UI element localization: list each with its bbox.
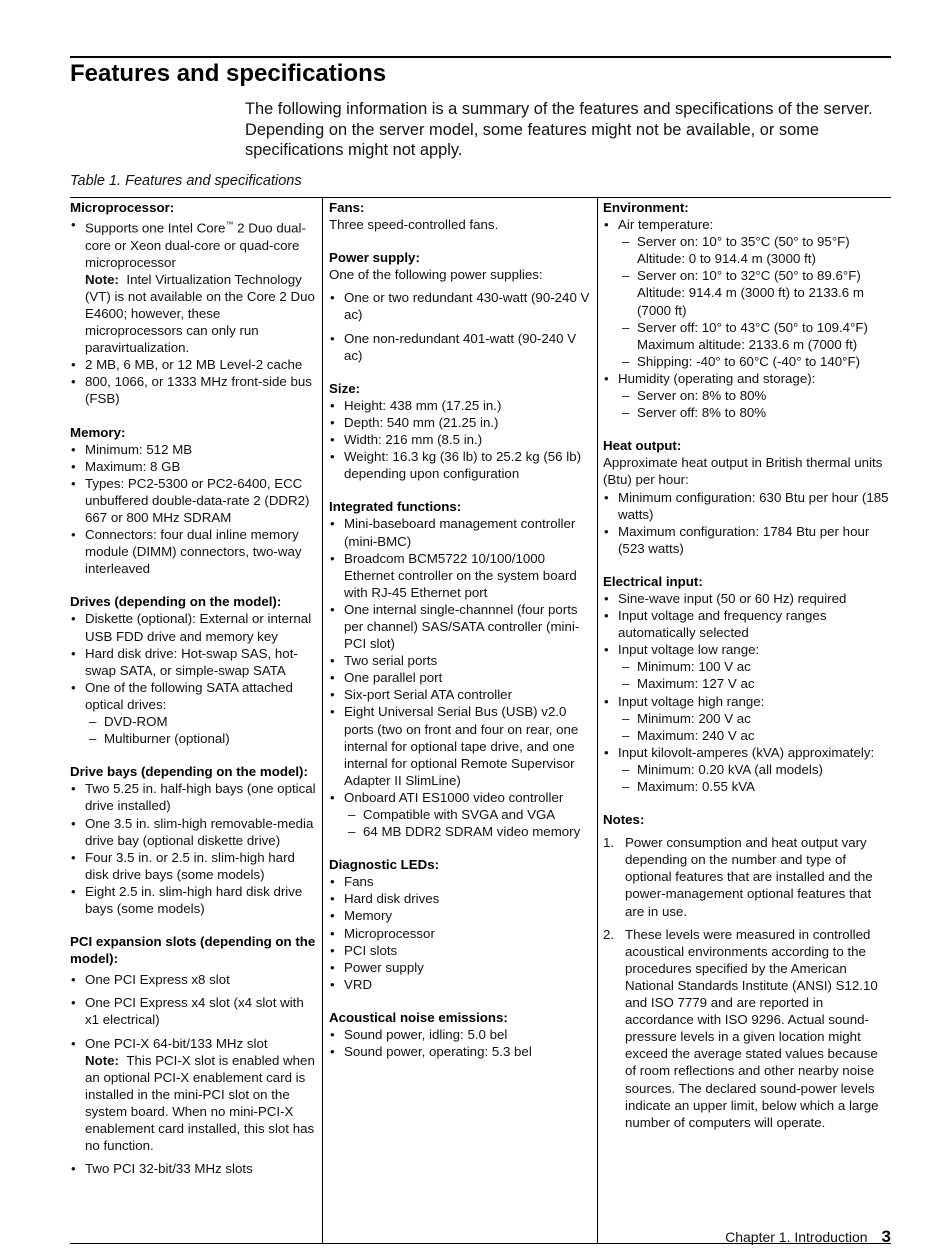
item-text: Supports one Intel Core [85,220,226,236]
list-item [70,679,320,747]
item-text: One PCI-X 64-bit/133 MHz slot [85,1035,268,1051]
list-item: • Mini-baseboard management controller (mini-BMC) [329,515,593,549]
sub-item: – Server on: 10° to 35°C (50° to 95°F) Altitude: 0 to 914.4 m (3000 ft) [618,233,891,267]
list-item: • Weight: 16.3 kg (36 lb) to 25.2 kg (56 lb) depending upon configuration [329,448,593,482]
sub-item: – Compatible with SVGA and VGA [344,806,593,823]
sub-item: – Minimum: 200 V ac [618,710,891,727]
sub-item: – 64 MB DDR2 SDRAM video memory [344,823,593,840]
list-item: • Width: 216 mm (8.5 in.) [329,431,593,448]
notes-section [603,811,891,1131]
section-heading: Diagnostic LEDs: [329,857,440,873]
section-heading: Memory: [70,424,126,440]
sub-item: – Maximum: 0.55 kVA [618,778,891,795]
diagnostic-leds-section [329,856,593,993]
list-item: • Sine-wave input (50 or 60 Hz) required [603,590,891,607]
list-item: • One or two redundant 430-watt (90-240 V ac) [329,289,593,323]
list-item: • 2 MB, 6 MB, or 12 MB Level-2 cache [70,356,320,373]
sub-item: – Multiburner (optional) [85,730,320,747]
sub-item: – Server off: 8% to 80% [618,404,891,421]
item-text: Air temperature: [618,217,714,233]
section-heading: Fans: [329,200,365,215]
list-item: • Input voltage and frequency ranges automatically selected [603,607,891,641]
item-text: 2 Duo dual-core or Xeon dual-core or quad-core microprocessor [85,220,306,270]
list-item: • Sound power, idling: 5.0 bel [329,1026,593,1043]
acoustical-noise-section [329,1009,593,1060]
list-item: • Depth: 540 mm (21.25 in.) [329,414,593,431]
sub-item: – Maximum: 127 V ac [618,675,891,692]
list-item: • Memory [329,907,593,924]
column-divider-1 [322,197,323,1244]
page-footer [725,1227,891,1247]
table-caption: Table 1. Features and specifications [70,173,302,189]
list-item: • One internal single-channnel (four ports per channel) SAS/SATA controller (mini-PCI slot) [329,601,593,652]
item-text: Humidity (operating and storage): [618,370,816,386]
list-item: • Six-port Serial ATA controller [329,686,593,703]
drive-bays-section [70,763,320,917]
list-item: • Eight 2.5 in. slim-high hard disk drive bays (some models) [70,883,320,917]
list-item [329,789,593,840]
list-item: • VRD [329,976,593,993]
size-section [329,380,593,483]
section-heading: Microprocessor: [70,200,175,215]
trademark-mark: ™ [225,220,234,230]
list-item: • Height: 438 mm (17.25 in.) [329,397,593,414]
sub-item: – Server on: 10° to 32°C (50° to 89.6°F) Altitude: 914.4 m (3000 ft) to 2133.6 m (7000 ft) [618,267,891,318]
sub-item: – Server on: 8% to 80% [618,387,891,404]
sub-item: – DVD-ROM [85,713,320,730]
list-item [603,641,891,692]
section-text: Approximate heat output in British thermal units (Btu) per hour: [603,455,883,488]
top-rule [70,56,891,58]
list-item [70,1035,320,1155]
list-item: • PCI slots [329,942,593,959]
list-item: • Minimum: 512 MB [70,441,320,458]
page-title: Features and specifications [70,60,387,87]
list-item [603,216,891,370]
note-text: This PCI-X slot is enabled when an optional PCI-X enablement card is installed in the mini-PCI slot on the system board. When no mini-PCI-X enablement card installed, this slot has no function. [85,1052,315,1154]
drives-section [70,593,320,747]
section-heading: Size: [329,380,361,396]
column-divider-2 [597,197,598,1244]
note-item [603,834,891,919]
list-item: • Minimum configuration: 630 Btu per hour (185 watts) [603,489,891,523]
list-item: • Two serial ports [329,652,593,669]
list-item: • One parallel port [329,669,593,686]
sub-item: – Minimum: 0.20 kVA (all models) [618,761,891,778]
list-item: • One PCI Express x8 slot [70,971,320,988]
list-item: • Two PCI 32-bit/33 MHz slots [70,1160,320,1177]
item-text: Onboard ATI ES1000 video controller [344,789,564,805]
item-text: Input voltage high range: [618,693,765,709]
list-item: • Broadcom BCM5722 10/100/1000 Ethernet controller on the system board with RJ-45 Ethernet port [329,550,593,601]
electrical-input-section [603,573,891,795]
list-item [603,693,891,744]
microprocessor-section [70,199,320,408]
sub-item: – Maximum: 240 V ac [618,727,891,744]
sub-item: – Minimum: 100 V ac [618,658,891,675]
list-item: • Sound power, operating: 5.3 bel [329,1043,593,1060]
section-heading: PCI expansion slots (depending on the model): [70,934,316,967]
integrated-functions-section [329,498,593,840]
list-item [603,370,891,421]
note-text: These levels were measured in controlled acoustical environments according to the procedures specified by the American National Standards Institute (ANSI) S12.10 and ISO 7779 and are reported in accordance with ISO 9296. Actual sound-pressure levels in a given location might exceed the average stated values because of room reflections and other nearby noise sources. The declared sound-power levels indicate an upper limit, below which a large number of computers will operate. [625,926,879,1130]
item-text: Input kilovolt-amperes (kVA) approximately: [618,744,875,760]
list-item [70,216,320,356]
column-2 [329,199,593,1076]
heat-output-section [603,437,891,557]
note [85,271,320,356]
list-item: • One 3.5 in. slim-high removable-media drive bay (optional diskette drive) [70,815,320,849]
item-text: One of the following SATA attached optical drives: [85,679,293,712]
section-heading: Heat output: [603,438,682,454]
section-heading: Electrical input: [603,573,703,589]
list-item [603,744,891,795]
note-label: Note: [85,1052,119,1068]
power-supply-section [329,249,593,364]
section-text: One of the following power supplies: [329,267,543,283]
list-item: • Power supply [329,959,593,976]
list-item: • Four 3.5 in. or 2.5 in. slim-high hard disk drive bays (some models) [70,849,320,883]
environment-section [603,199,891,421]
list-item: • Types: PC2-5300 or PC2-6400, ECC unbuffered double-data-rate 2 (DDR2) 667 or 800 MHz SDRAM [70,475,320,526]
list-item: • Maximum configuration: 1784 Btu per hour (523 watts) [603,523,891,557]
item-text: Input voltage low range: [618,642,760,658]
fans-section [329,199,593,233]
page-number: 3 [881,1227,891,1246]
list-item: • Diskette (optional): External or internal USB FDD drive and memory key [70,610,320,644]
section-heading: Drive bays (depending on the model): [70,764,308,780]
section-heading: Acoustical noise emissions: [329,1009,508,1025]
section-text: Three speed-controlled fans. [329,217,499,233]
section-heading: Power supply: [329,250,420,266]
section-heading: Integrated functions: [329,499,462,515]
list-item: • Hard disk drives [329,890,593,907]
chapter-label: Chapter 1. Introduction [725,1229,868,1245]
list-item: • 800, 1066, or 1333 MHz front-side bus (FSB) [70,373,320,407]
table-top-rule [70,197,891,198]
note-text: Power consumption and heat output vary depending on the number and type of optional features that are installed and the power-management optional features that are in use. [625,835,873,919]
note-label: Note: [85,271,119,287]
note-text: Intel Virtualization Technology (VT) is not available on the Core 2 Duo E4600; however, these microprocessors can only run paravirtualization. [85,271,315,356]
section-heading: Environment: [603,200,689,215]
list-item: • One PCI Express x4 slot (x4 slot with x1 electrical) [70,994,320,1028]
list-item: • Hard disk drive: Hot-swap SAS, hot-swap SATA, or simple-swap SATA [70,645,320,679]
list-item: • Connectors: four dual inline memory module (DIMM) connectors, two-way interleaved [70,526,320,577]
memory-section [70,424,320,578]
section-heading: Notes: [603,812,645,828]
note-number: 1. [603,835,615,851]
note-number: 2. [603,926,615,942]
sub-item: – Server off: 10° to 43°C (50° to 109.4°F) Maximum altitude: 2133.6 m (7000 ft) [618,319,891,353]
list-item: • Eight Universal Serial Bus (USB) v2.0 ports (two on front and four on rear, one internal for optional tape drive, and one internal for optional Remote Supervisor Adapter II SlimLine) [329,703,593,788]
section-heading: Drives (depending on the model): [70,594,282,610]
list-item: • Microprocessor [329,925,593,942]
sub-item: – Shipping: -40° to 60°C (-40° to 140°F) [618,353,891,370]
note-item [603,926,891,1131]
list-item: • Fans [329,873,593,890]
list-item: • Maximum: 8 GB [70,458,320,475]
list-item: • Two 5.25 in. half-high bays (one optical drive installed) [70,780,320,814]
note [85,1052,320,1155]
intro-paragraph: The following information is a summary of the features and specifications of the server. Depending on the server model, some features might not be available, or some specifications might not apply. [245,100,873,159]
list-item: • One non-redundant 401-watt (90-240 V ac) [329,330,593,364]
pci-slots-section [70,933,320,1177]
column-3 [603,199,891,1147]
column-1 [70,199,320,1193]
